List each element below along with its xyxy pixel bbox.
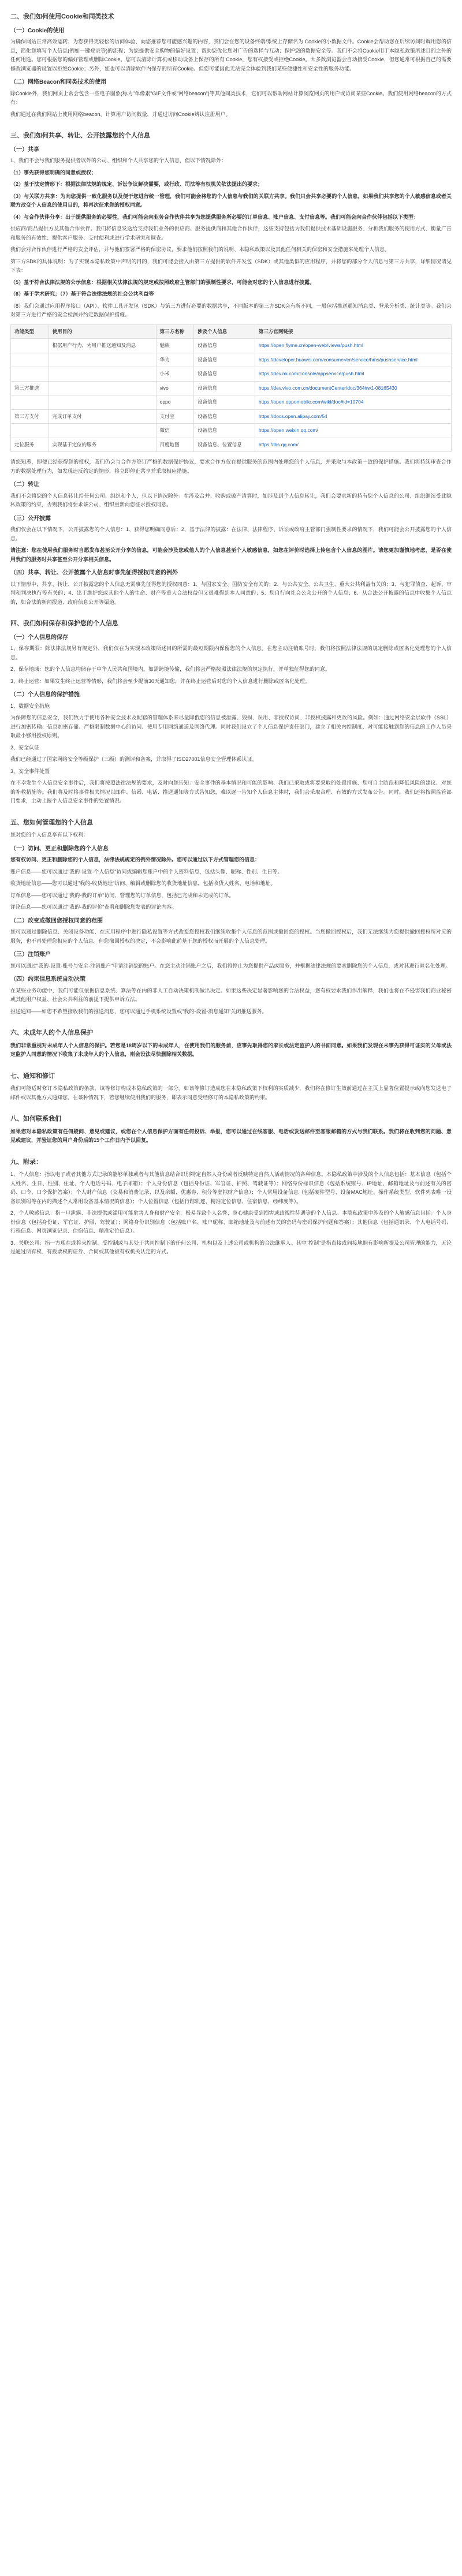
table-cell: 第三方推送	[11, 381, 49, 395]
incident-paragraph: 在不幸发生个人信息安全事件后，我们将按照法律法规的要求，及时向您告知：安全事件的基本情况和可能的影响、我们已采取或将要采取的处置措施、您可自主防范和降低风险的建议、对您的补救措施等。我们将及时将事件相关情况以邮件、信函、电话、推送通知等方式告知您，难以逐一告知个人信息主体时，我们会采取合理、有效的方式发布公告。同时，我们还将按照监管部门要求，主动上报个人信息安全事件的处置情况。	[10, 780, 452, 804]
table-link-cell[interactable]: https://open.flyme.cn/open-web/views/push.html	[255, 339, 451, 353]
section-5-2-heading: （二）改变或撤回您授权同意的范围	[10, 917, 103, 924]
table-cell: 百度地图	[156, 438, 194, 452]
section-5-4-heading: （四）约束信息系统自动决策	[10, 976, 85, 983]
table-header-row	[11, 324, 452, 339]
table-header-cell: 功能类型	[11, 324, 49, 339]
rights-intro: 您对您的个人信息享有以下权利：	[10, 832, 89, 838]
share-item-5: 供应商/商品提供方及其他合作伙伴。我们将信息发送给支持我们业务的供应商、服务提供商和其他合作伙伴，这些支持包括为我们提供技术基础设施服务、分析我们服务的使用方式、衡量广告和服务的有效性、提供客户服务、支付便利或进行学术研究和调查。	[10, 226, 452, 241]
table-link-cell[interactable]: https://open.oppomobile.com/wiki/doc#id=10704	[255, 395, 451, 410]
section-4-2-heading: （二）个人信息的保护措施	[10, 692, 80, 698]
table-link-cell[interactable]: https://open.weixin.qq.com/	[255, 424, 451, 438]
table-link-cell[interactable]: https://dev.vivo.com.cn/documentCenter/doc/364#w1-08165430	[255, 381, 451, 395]
table-cell: 设备信息	[194, 424, 255, 438]
table-row	[11, 339, 452, 353]
section-3-4-heading: （四）共享、转让、公开披露个人信息时事先征得授权同意的例外	[10, 570, 178, 576]
section-2-1-heading: （一）Cookie的使用	[10, 27, 65, 34]
section-2-2-heading: （二）网络Beacon和同类技术的使用	[10, 79, 107, 85]
section-8-heading: 八、如何联系我们	[10, 1115, 61, 1122]
table-cell: 支付宝	[156, 409, 194, 424]
security-cert-title: 2、安全认证	[10, 744, 40, 751]
disclosure-paragraph: 我们仅会在以下情况下，公开披露您的个人信息：1、获得您明确同意后；2、基于法律的披露：在法律、法律程序、诉讼或政府主管部门强制性要求的情况下，我们可能会公开披露您的个人信息。	[10, 527, 452, 542]
section-6-heading: 六、未成年人的个人信息保护	[10, 1029, 93, 1036]
table-cell: 定位服务	[11, 438, 49, 452]
disclosure-warning: 请注意：您在使用我们服务时自愿发布甚至公开分享的信息，可能会涉及您或他人的个人信息甚至个人敏感信息，如您在评价时选择上传包含个人信息的图片。请您更加谨慎地考虑，是否在使用我们的服务时共享甚至公开分享相关信息。	[10, 547, 452, 562]
table-cell: 设备信息	[194, 409, 255, 424]
address-info: 收货地址信息——您可以通过"我的-收货地址"访问、编辑或删除您的收货地址信息，包括收货人姓名、电话和地址。	[10, 880, 276, 886]
section-7-heading: 七、通知和修订	[10, 1072, 55, 1080]
review-info: 评论信息——您可以通过"我的-我的评价"查看和删除您发表的评论内容。	[10, 904, 177, 910]
table-cell	[49, 424, 156, 438]
table-cell: 实现基于定位的服务	[49, 438, 156, 452]
table-cell	[11, 424, 49, 438]
table-cell	[49, 353, 156, 367]
table-cell: 第三方支付	[11, 409, 49, 424]
appendix-item-2: 2、个人敏感信息：指一旦泄露、非法提供或滥用可能危害人身和财产安全，极易导致个人名誉、身心健康受到损害或歧视性待遇等的个人信息。本隐私政策中涉及的个人敏感信息包括：个人身份信息（包括身份证、军官证、护照、驾驶证）；网络身份识别信息（包括账户名、账户昵称、邮箱地址及与前述有关的密码与密码保护问题和答案）；其他信息（包括通讯录、个人电话号码、行程信息、网页浏览记录、住宿信息、精准定位信息）。	[10, 1210, 452, 1234]
section-9-heading: 九、附录：	[10, 1158, 42, 1166]
share-item-3: （3）与关联方共享：为向您提供一致化服务以及便于您进行统一管理，我们可能会将您的个人信息与我们的关联方共享。我们只会共享必要的个人信息，如果我们共享您的个人敏感信息或者关联方改变个人信息的使用目的，将再次征求您的授权同意。	[10, 193, 452, 208]
table-row	[11, 381, 452, 395]
share-item-9: （6）基于学术研究；（7）基于符合法律法规的社会公共利益等	[10, 291, 154, 297]
account-info: 账户信息——您可以通过"我的-设置-个人信息"访问或编辑您账户中的个人资料信息，包括头像、昵称、性别、生日等。	[10, 868, 283, 875]
section-5-1-heading: （一）访问、更正和删除您的个人信息	[10, 845, 109, 852]
table-cell: 小米	[156, 367, 194, 382]
table-cell: 设备信息	[194, 353, 255, 367]
section-4-heading: 四、我们如何保存和保护您的个人信息	[10, 620, 118, 627]
appendix-item-1: 1、个人信息：指以电子或者其他方式记录的能够单独或者与其他信息结合识别特定自然人身份或者反映特定自然人活动情况的各种信息。本隐私政策中涉及的个人信息包括：基本信息（包括个人姓名、生日、性别、住址、个人电话号码、电子邮箱）；个人身份信息（包括身份证、军官证、护照、驾驶证等）；网络身份标识信息（包括系统账号、IP地址、邮箱地址及与前述有关的密码、口令、口令保护答案）；个人财产信息（交易和消费记录、以及余额、优惠券、积分等虚拟财产信息）；个人常用设备信息（包括硬件型号、设备MAC地址、操作系统类型、软件列表唯一设备识别码等在内的描述个人常用设备基本情况的信息）；个人位置信息（包括行踪轨迹、精准定位信息、住宿信息、经纬度等）。	[10, 1171, 452, 1204]
security-cert: 我们已经通过了国家网络安全等级保护（三级）的测评和备案，并取得了ISO27001信息安全管理体系认证。	[10, 756, 258, 762]
table-cell: 完成订单支付	[49, 409, 156, 424]
exceptions-paragraph: 以下情形中，共享、转让、公开披露您的个人信息无需事先征得您的授权同意：1、与国家安全、国防安全有关的；2、与公共安全、公共卫生、重大公共利益有关的；3、与犯罪侦查、起诉、审判和判决执行等有关的；4、出于维护您或其他个人的生命、财产等重大合法权益但又很难得到本人同意的；5、您自行向社会公众公开的个人信息；6、从合法公开披露的信息中收集个人信息的，如合法的新闻报道、政府信息公开等渠道。	[10, 581, 452, 605]
section-5-3-heading: （三）注销账户	[10, 951, 51, 958]
section-3-2-heading: （二）转让	[10, 481, 39, 488]
table-header-cell: 涉及个人信息	[194, 324, 255, 339]
table-link-cell[interactable]: https://dev.mi.com/console/appservice/push.html	[255, 367, 451, 382]
table-cell: 设备信息、位置信息	[194, 438, 255, 452]
table-cell: 微信	[156, 424, 194, 438]
table-row	[11, 424, 452, 438]
beacon-paragraph: 除Cookie外，我们网页上常会包含一些电子图象(称为"单像素"GIF文件或"网络beacon")等其他同类技术，它们可以帮助网站计算浏览网页的用户或访问某些Cookie。我们使用网络beacon的方式有：	[10, 90, 452, 105]
section-4-1-heading: （一）个人信息的保存	[10, 634, 68, 641]
table-row	[11, 409, 452, 424]
table-row	[11, 367, 452, 382]
privacy-policy-document	[0, 0, 462, 1267]
appendix-item-3: 3、关联公司：指一方现在或将来控制、受控制或与其处于共同控制下的任何公司、机构以及上述公司或机构的合法继承人。其中"控制"是指直接或间接地拥有影响所提及公司管理的能力，无论是通过所有权、有投票权的证券、合同或其他被有权机关认定的方式。	[10, 1240, 452, 1255]
table-cell: 魅族	[156, 339, 194, 353]
withdraw-paragraph: 您可以通过删除信息、关闭设备功能、在应用程序中进行隐私设置等方式改变您授权我们继续收集个人信息的范围或撤回您的授权。当您撤回授权后，我们无法继续为您提供撤回授权所对应的服务，也不再处理您相应的个人信息。但您撤回授权的决定，不会影响此前基于您的授权而开展的个人信息处理。	[10, 929, 452, 944]
table-header-cell: 使用目的	[49, 324, 156, 339]
share-item-2: （2）基于法定情形下：根据法律法规的规定、诉讼争议解决需要，或行政、司法等有权机关依法提出的要求；	[10, 181, 263, 187]
share-item-6: 我们会对合作伙伴进行严格的安全评估，并与他们签署严格的保密协议，要求他们按照我们的说明、本隐私政策以及其他任何相关的保密和安全措施来处理个人信息。	[10, 247, 390, 252]
table-cell: 设备信息	[194, 367, 255, 382]
share-item-4: （4）与合作伙伴分享：出于提供服务的必要性，我们可能会向业务合作伙伴共享为您提供服务所必要的订单信息、账户信息、支付信息等。我们可能会向合作伙伴包括以下类型：	[10, 214, 419, 220]
share-notice: 请您知悉，即便已经获得您的授权，我们仍会与合作方签订严格的数据保护协议，要求合作方仅在提供服务的范围内处理您的个人信息，并采取与本政策一致的保护措施。我们将持续审查合作方的数据处理行为，如发现违反约定的情形，将立即停止共享并采取相应措施。	[10, 459, 452, 474]
security-measures: 为保障您的信息安全，我们致力于使用各种安全技术及配套的管理体系来尽量降低您的信息被泄露、毁损、误用、非授权访问、非授权披露和更改的风险。例如：通过网络安全层软件（SSL）进行加密传输、信息加密存储、严格限制数据中心的访问、使用专用网络通道及网络代理。同时我们设立了个人信息保护责任部门，建立了相关内控制度，对可能接触到您的信息的工作人员采取最小够用授权原则。	[10, 715, 452, 738]
table-row	[11, 438, 452, 452]
access-paragraph: 您有权访问、更正和删除您的个人信息，法律法规规定的例外情况除外。您可以通过以下方式管理您的信息：	[10, 857, 260, 863]
section-5-heading: 五、您如何管理您的个人信息	[10, 819, 93, 826]
table-cell: 设备信息	[194, 395, 255, 410]
revision-paragraph: 我们可能适时修订本隐私政策的条款，该等修订构成本隐私政策的一部分。如该等修订造成您在本隐私政策下权利的实质减少，我们将在修订生效前通过在主页上显著位置提示或向您发送电子邮件或以其他方式通知您。在该种情况下，若您继续使用我们的服务，即表示同意受经修订的本隐私政策的约束。	[10, 1085, 452, 1100]
table-link-cell[interactable]: https://developer.huawei.com/consumer/cn/service/hms/pushservice.html	[255, 353, 451, 367]
table-header-cell: 第三方官网链接	[255, 324, 451, 339]
share-item-7: 第三方SDK的具体说明：为了实现本隐私政策中声明的目的，我们可能会接入由第三方提供的软件开发包（SDK）或其他类似的应用程序，并将您的部分个人信息与第三方共享，详细情况请见下表：	[10, 258, 452, 273]
cancel-account-paragraph: 您可以通过"我的-设置-账号与安全-注销账户"申请注销您的账户。在您主动注销账户之后，我们将停止为您提供产品或服务，并根据法律法规的要求删除您的个人信息，或对其进行匿名化处理。	[10, 962, 451, 969]
contact-paragraph: 如果您对本隐私政策有任何疑问、意见或建议，或您在个人信息保护方面有任何投诉、举报，您可以通过在线客服、电话或发送邮件至客服邮箱的方式与我们联系。我们将在收到您的问题、意见或建议，并验证您的用户身份后的15个工作日内予以回复。	[10, 1128, 452, 1143]
share-item-8: （5）基于符合法律法规的公示信息：根据相关法律法规的规定或按照政府主管部门的强制性要求，可能会对您的个人信息进行披露。	[10, 279, 315, 285]
share-intro: 1、我们不会与我们服务提供者以外的公司、组织和个人共享您的个人信息，但以下情况除外：	[10, 158, 227, 163]
retention-termination: 3、终止运营：如果发生终止运营等情形，我们将会至少提前30天通知您，并在终止运营后对您的个人信息进行删除或匿名化处理。	[10, 678, 311, 684]
section-3-1-heading: （一）共享	[10, 146, 39, 153]
table-cell	[49, 381, 156, 395]
third-party-sdk-table	[10, 324, 452, 453]
table-cell: 设备信息	[194, 339, 255, 353]
sdk-paragraph: （8）我们会通过应用程序接口（API）、软件工具开发包（SDK）与第三方进行必要的数据共享，不同版本的第三方SDK会有所不同，一般包括推送通知消息类、登录分析类、统计类等。我们会对第三方进行严格的安全检测并约定数据保护措施。	[10, 303, 452, 318]
push-paragraph: 推送通知——如您不希望接收我们的推送消息，您可以通过手机系统设置或"我的-设置-消息通知"关闭推送服务。	[10, 1008, 267, 1014]
security-measures-title: 1、数据安全措施	[10, 703, 50, 709]
table-cell	[49, 395, 156, 410]
section-3-3-heading: （三）公开披露	[10, 515, 51, 522]
share-item-1: （1）事先获得您明确的同意或授权；	[10, 169, 97, 176]
table-cell	[11, 339, 49, 353]
table-cell	[11, 367, 49, 382]
table-link-cell[interactable]: https://lbs.qq.com/	[255, 438, 451, 452]
retention-period: 1、保存期限：除法律法规另有规定外，我们仅在为实现本政策所述目的所需的最短期限内保留您的个人信息。在您主动注销账号时，我们将按照法律法规的规定删除或匿名化处理您的个人信息。	[10, 645, 452, 660]
retention-region: 2、保存地域：您的个人信息均储存于中华人民共和国境内，如需跨境传输，我们将会严格按照法律法规的规定执行，并单独征得您的同意。	[10, 666, 331, 672]
auto-decision-paragraph: 在某些业务功能中，我们可能仅依据信息系统、算法等在内的非人工自动决策机制做出决定。如果这些决定显著影响您的合法权益，您有权要求我们作出解释，我们也将在不侵害我们商业秘密或其他用户权益、社会公共利益的前提下提供申诉方法。	[10, 987, 452, 1002]
table-row	[11, 353, 452, 367]
order-info: 订单信息——您可以通过"我的-我的订单"访问、管理您的订单信息，包括已完成和未完成的订单。	[10, 892, 234, 898]
table-cell: 根据用户行为，为用户推送通知及消息	[49, 339, 156, 353]
table-row	[11, 395, 452, 410]
section-3-heading: 三、我们如何共享、转让、公开披露您的个人信息	[10, 132, 150, 139]
section-2-heading: 二、我们如何使用Cookie和同类技术	[10, 13, 114, 20]
transfer-paragraph: 我们不会将您的个人信息转让给任何公司、组织和个人，但以下情况除外：在涉及合并、收购或破产清算时，如涉及到个人信息转让，我们会要求新的持有您个人信息的公司、组织继续受此隐私政策的约束，否则我们将要求该公司、组织重新向您征求授权同意。	[10, 492, 452, 507]
table-cell	[11, 353, 49, 367]
table-cell	[11, 395, 49, 410]
table-cell: 华为	[156, 353, 194, 367]
minor-paragraph: 我们非常重视对未成年人个人信息的保护。若您是18周岁以下的未成年人，在使用我们的服务前，应事先取得您的家长或法定监护人的书面同意。如果我们发现在未事先获得可证实的父母或法定监护人同意的情况下收集了未成年人的个人信息，则会设法尽快删除相关数据。	[10, 1042, 452, 1057]
table-cell: 设备信息	[194, 381, 255, 395]
incident-title: 3、安全事件处置	[10, 768, 50, 774]
table-cell: vivo	[156, 381, 194, 395]
table-header-cell: 第三方名称	[156, 324, 194, 339]
beacon-usage-paragraph: 我们通过在我们网站上使用网络beacon，计算用户访问数量，并通过访问Cookie辨认注册用户。	[10, 111, 231, 117]
cookie-paragraph: 为确保网站正常高效运转、为您获得更轻松的访问体验、向您推荐您可能感兴趣的内容，我们会在您的设备终端/系统上存储名为 Cookie的小数据文件。Cookie会帮助您在后续访问时调用您的信息，简化您填写个人信息(例如一键登录等)的流程；为您提供安全购物的偏好设置；帮助您优化您对广告的选择与互动；保护您的数据安全等。我们不会将Cookie用于本隐私政策所述目的之外的任何用途。您可根据您的偏好管理或删除Cookie。您可以清除计算机或移动设备上保存的所有 Cookie，您有权接受或拒绝Cookie。大多数浏览器会自动接受Cookie，但您通常可根据自己的需要修改浏览器的设置以拒绝Cookie；另外，您也可以清除软件内保存的所有Cookie。但您可能因此无法完全体验到我们某些便捷性和安全性的服务功能。	[10, 39, 452, 72]
table-link-cell[interactable]: https://docs.open.alipay.com/54	[255, 409, 451, 424]
table-cell	[49, 367, 156, 382]
table-cell: oppo	[156, 395, 194, 410]
